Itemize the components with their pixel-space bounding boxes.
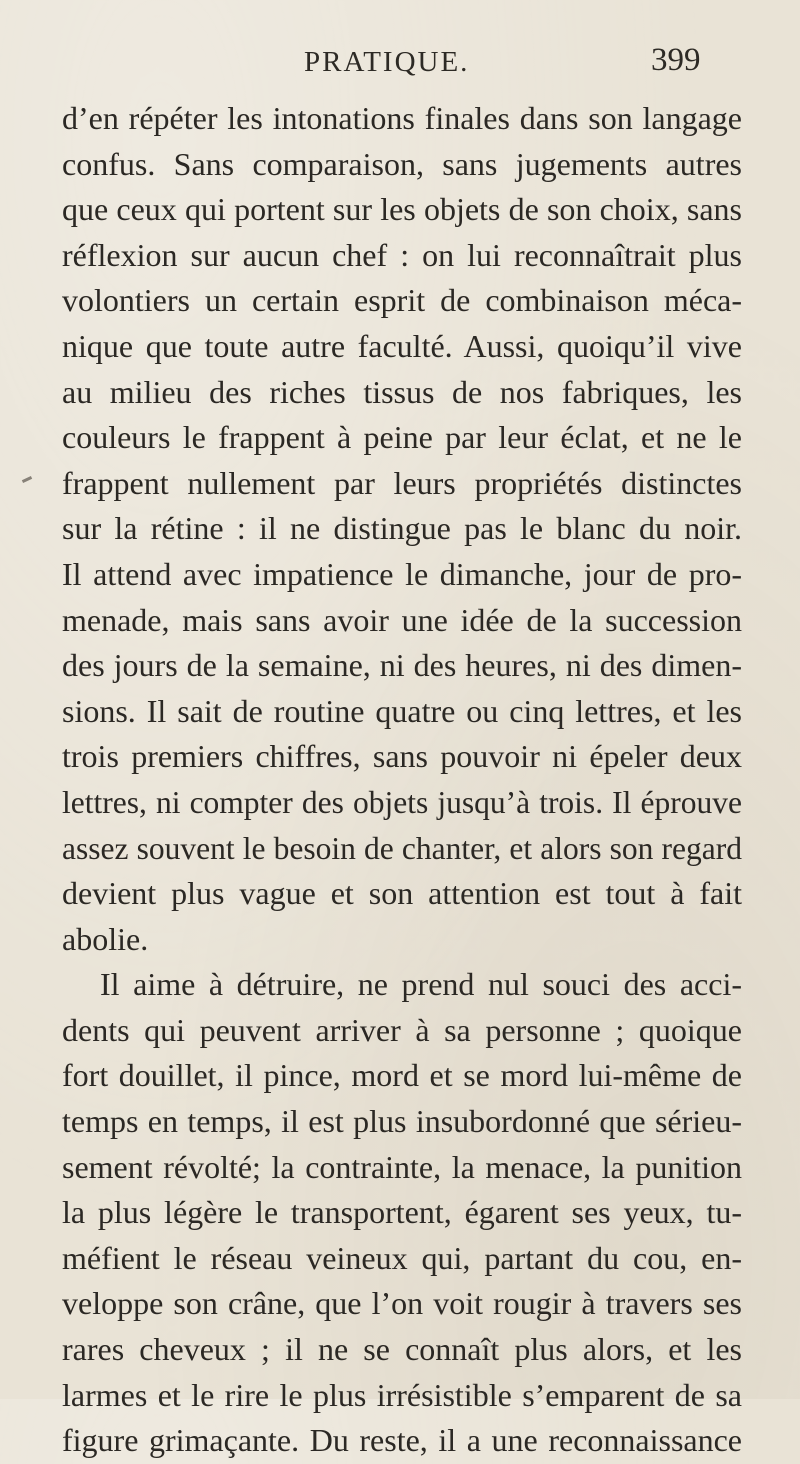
text-line: frappent nullement par leurs propriétés distinctes	[62, 464, 742, 501]
text-line: veloppe son crâne, que l’on voit rougir à travers ses	[62, 1285, 742, 1322]
text-line: abolie.	[62, 920, 149, 957]
text-line: fort douillet, il pince, mord et se mord lui-même de	[62, 1057, 742, 1094]
text-line: que ceux qui portent sur les objets de son choix, sans	[62, 191, 742, 228]
text-line: sement révolté; la contrainte, la menace, la punition	[62, 1148, 742, 1185]
text-line: Il aime à détruire, ne prend nul souci des acci-	[100, 966, 742, 1003]
text-line: d’en répéter les intonations finales dans son langage	[62, 100, 742, 136]
text-line: dents qui peuvent arriver à sa personne ; quoique	[62, 1011, 742, 1048]
text-line: lettres, ni compter des objets jusqu’à trois. Il éprouve	[62, 784, 742, 820]
text-line: nique que toute autre faculté. Aussi, quoiqu’il vive	[62, 327, 742, 364]
text-line: méfient le réseau veineux qui, partant du cou, en-	[62, 1239, 742, 1276]
text-line: sur la rétine : il ne distingue pas le blanc du noir.	[62, 510, 742, 547]
text-line: rares cheveux ; il ne se connaît plus alors, et les	[62, 1331, 742, 1368]
text-line: devient plus vague et son attention est tout à fait	[62, 875, 742, 912]
text-line: figure grimaçante. Du reste, il a une reconnaissance	[62, 1422, 742, 1459]
text-line: la plus légère le transportent, égarent ses yeux, tu-	[62, 1194, 742, 1231]
text-line: sions. Il sait de routine quatre ou cinq lettres, et les	[62, 692, 742, 729]
text-line: temps en temps, il est plus insubordonné que sérieu-	[62, 1103, 742, 1140]
text-line: des jours de la semaine, ni des heures, ni des dimen-	[62, 647, 742, 684]
running-head: PRATIQUE.	[304, 46, 470, 78]
text-line: au milieu des riches tissus de nos fabriques, les	[62, 373, 742, 410]
body-text	[62, 96, 742, 1464]
text-line: trois premiers chiffres, sans pouvoir ni épeler deux	[62, 738, 742, 775]
text-line: assez souvent le besoin de chanter, et alors son regard	[62, 830, 742, 866]
text-line: Il attend avec impatience le dimanche, jour de pro-	[62, 555, 742, 592]
text-line: volontiers un certain esprit de combinaison méca-	[62, 282, 742, 319]
text-line: confus. Sans comparaison, sans jugements autres	[62, 145, 742, 182]
margin-mark	[22, 476, 32, 483]
page-number: 399	[651, 42, 701, 78]
text-line: larmes et le rire le plus irrésistible s’emparent de sa	[62, 1376, 742, 1413]
text-line: menade, mais sans avoir une idée de la succession	[62, 601, 742, 638]
text-line: couleurs le frappent à peine par leur éclat, et ne le	[62, 419, 742, 456]
text-line: réflexion sur aucun chef : on lui reconnaîtrait plus	[62, 236, 742, 273]
